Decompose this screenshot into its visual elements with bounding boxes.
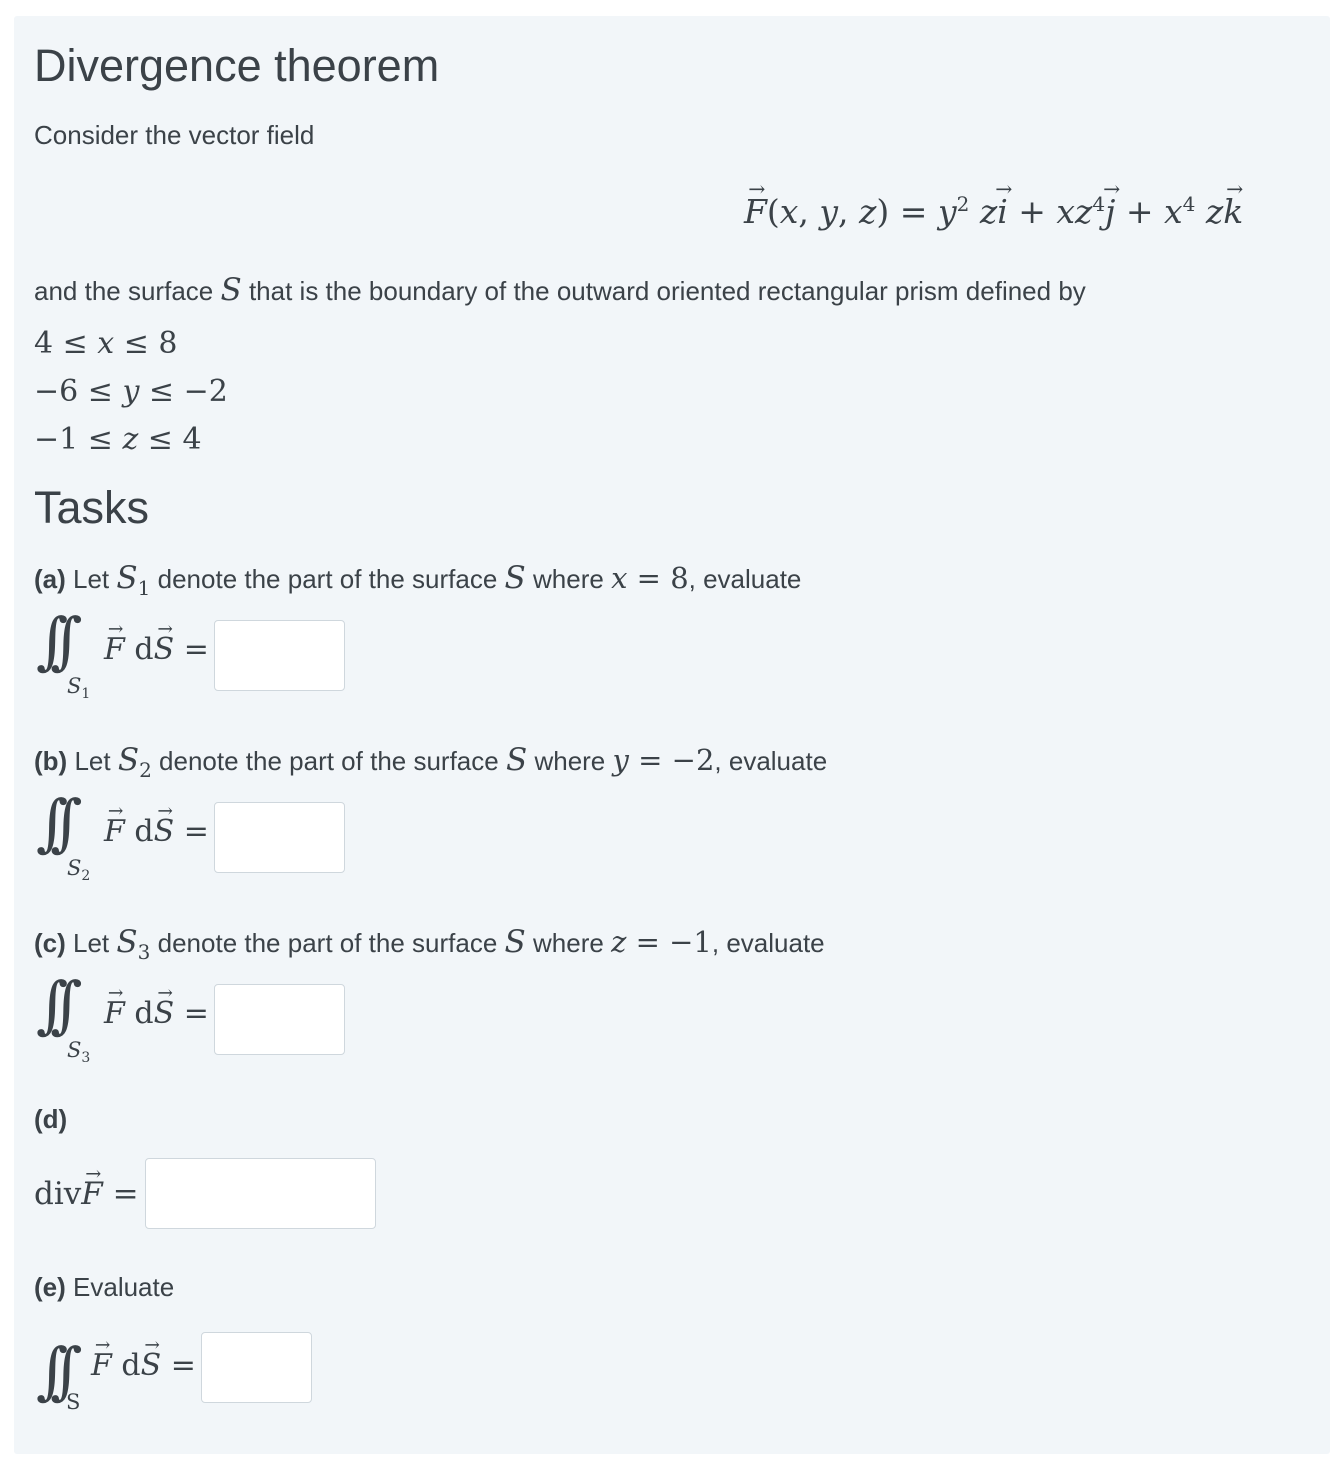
double-integral-sign: ∫∫ [36,604,65,677]
bound-x: 4 ≤ x ≤ 8 [34,326,178,361]
answer-input-d[interactable] [145,1158,376,1229]
integral-subscript: $S_3$ [67,1038,91,1067]
task-b-prompt: (b) Let $S_2$ denote the part of the surface S where y = −2, evaluate [34,742,828,783]
integrand: → F d→ S = [104,996,209,1031]
page-title: Divergence theorem [34,40,440,91]
task-a-prompt: (a) Let $S_1$ denote the part of the surface S where x = 8, evaluate [34,560,802,601]
task-c-prompt: (c) Let $S_3$ denote the part of the surface S where z = −1, evaluate [34,924,825,965]
double-integral-sign: ∫∫ [36,968,65,1041]
double-integral-sign: ∫∫ [36,1334,65,1407]
integral-subscript: S [66,1390,81,1414]
integrand: → F d→ S = [91,1348,196,1383]
divergence-expression: div→ F = [34,1176,139,1212]
task-e-prompt: (e) Evaluate [34,1272,175,1302]
field-equation: → F(x, y, $z) = y^2$ $z\to i + xz^4\to j + x^4$ z→ k [744,192,1243,231]
double-integral-sign: ∫∫ [36,786,65,859]
integrand: → F d→ S = [104,632,209,667]
answer-input-a[interactable] [214,620,345,691]
integral-subscript: $S_2$ [67,856,91,885]
task-d-label: (d) [34,1104,68,1134]
surface-description: and the surface S that is the boundary of the outward oriented rectangular prism defined by [34,272,1086,308]
answer-input-b[interactable] [214,802,345,873]
bound-z: −1 ≤ z ≤ 4 [34,422,202,457]
answer-input-c[interactable] [214,984,345,1055]
integrand: → F d→ S = [104,814,209,849]
bound-y: −6 ≤ y ≤ −2 [34,374,228,409]
tasks-heading: Tasks [34,482,150,533]
problem-card [14,16,1330,1454]
answer-input-e[interactable] [201,1332,312,1403]
integral-subscript: $S_1$ [67,674,91,703]
intro-text: Consider the vector field [34,120,315,150]
